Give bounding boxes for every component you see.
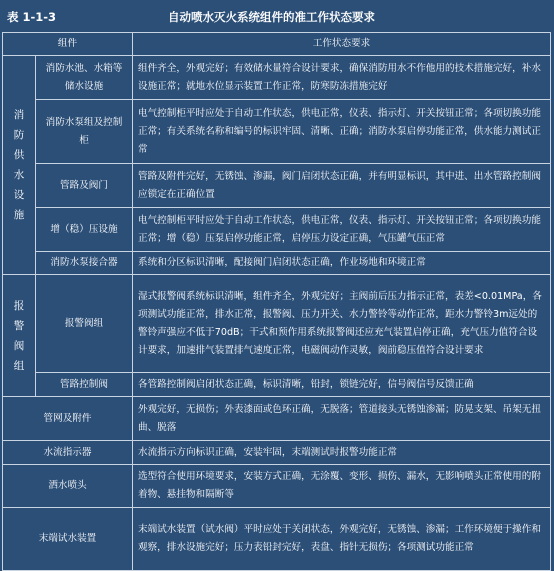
table-row bbox=[3, 397, 551, 441]
table-row bbox=[3, 465, 551, 508]
component-cell: 管网及附件 bbox=[3, 397, 133, 441]
component-cell: 末端试水装置 bbox=[3, 508, 133, 571]
table-title: 自动喷水灭火系统组件的准工作状态要求 bbox=[168, 10, 375, 24]
component-cell: 消防水泵组及控制柜 bbox=[36, 100, 133, 164]
group-label-water-supply: 消 防 供 水 设 施 bbox=[3, 56, 36, 275]
table-row bbox=[3, 252, 551, 275]
column-header-status: 工作状态要求 bbox=[133, 33, 551, 56]
group-label-alarm-valve: 报 警 阀 组 bbox=[3, 275, 36, 397]
component-cell: 增（稳）压设施 bbox=[36, 208, 133, 252]
status-cell: 水流指示方向标识正确，安装牢固，末端测试时报警功能正常 bbox=[133, 441, 551, 465]
table-number: 表 1-1-3 bbox=[7, 10, 57, 24]
status-cell: 湿式报警阀系统标识清晰，组件齐全，外观完好；主阀前后压力指示正常，表差<0.01MPa，各项测试功能正常，排水正常，报警阀、压力开关、水力警铃等动作正常，距水力警铃3m远处的警铃声强应不低于70dB；干式和预作用系统报警阀还应充气装置启停正确，充气压力值符合设计要求，加速排气装置排气速度正常，电磁阀动作灵敏，阀前稳压值符合设计要求 bbox=[133, 275, 551, 373]
table-row bbox=[3, 56, 551, 100]
column-header-component: 组件 bbox=[3, 33, 133, 56]
table-header bbox=[0, 0, 554, 34]
status-cell: 各管路控制阀启闭状态正确，标识清晰，铅封，锁链完好，信号阀信号反馈正确 bbox=[133, 373, 551, 397]
status-cell: 管路及附件完好，无锈蚀、渗漏，阀门启闭状态正确，并有明显标识，其中进、出水管路控制阀应锁定在正确位置 bbox=[133, 164, 551, 208]
status-requirements-table bbox=[2, 32, 551, 571]
table-row bbox=[3, 100, 551, 164]
status-cell: 组件齐全，外观完好；有效储水量符合设计要求，确保消防用水不作他用的技术措施完好，补水设施正常；就地水位显示装置工作正常，防寒防冻措施完好 bbox=[133, 56, 551, 100]
table-header-row bbox=[3, 33, 551, 56]
status-cell: 外观完好，无损伤；外表漆面或色环正确，无脱落；管道接头无锈蚀渗漏；防晃支架、吊架无扭曲、脱落 bbox=[133, 397, 551, 441]
table-row bbox=[3, 164, 551, 208]
component-cell: 管路控制阀 bbox=[36, 373, 133, 397]
status-cell: 末端试水装置（试水阀）平时应处于关闭状态，外观完好，无锈蚀、渗漏；工作环境便于操作和观察，排水设施完好；压力表铅封完好，表盘、指针无损伤；各项测试功能正常 bbox=[133, 508, 551, 571]
table-row bbox=[3, 275, 551, 373]
component-cell: 水流指示器 bbox=[3, 441, 133, 465]
table-row bbox=[3, 441, 551, 465]
component-cell: 管路及阀门 bbox=[36, 164, 133, 208]
table-row bbox=[3, 208, 551, 252]
status-cell: 选型符合使用环境要求，安装方式正确，无涂覆、变形、损伤、漏水，无影响喷头正常使用的附着物、悬挂物和隔断等 bbox=[133, 465, 551, 508]
component-cell: 消防水泵接合器 bbox=[36, 252, 133, 275]
component-cell: 报警阀组 bbox=[36, 275, 133, 373]
status-cell: 电气控制柜平时应处于自动工作状态，供电正常，仪表、指示灯、开关按钮正常；各项切换功能正常；有关系统名称和编号的标识牢固、清晰、正确；消防水泵启停功能正常，供水能力测试正常 bbox=[133, 100, 551, 164]
component-cell: 洒水喷头 bbox=[3, 465, 133, 508]
table-row bbox=[3, 373, 551, 397]
status-cell: 电气控制柜平时应处于自动工作状态，供电正常，仪表、指示灯、开关按钮正常；各项切换功能正常；增（稳）压泵启停功能正常，启停压力设定正确，气压罐气压正常 bbox=[133, 208, 551, 252]
component-cell: 消防水池、水箱等储水设施 bbox=[36, 56, 133, 100]
table-row bbox=[3, 508, 551, 571]
status-cell: 系统和分区标识清晰，配接阀门启闭状态正确，作业场地和环境正常 bbox=[133, 252, 551, 275]
